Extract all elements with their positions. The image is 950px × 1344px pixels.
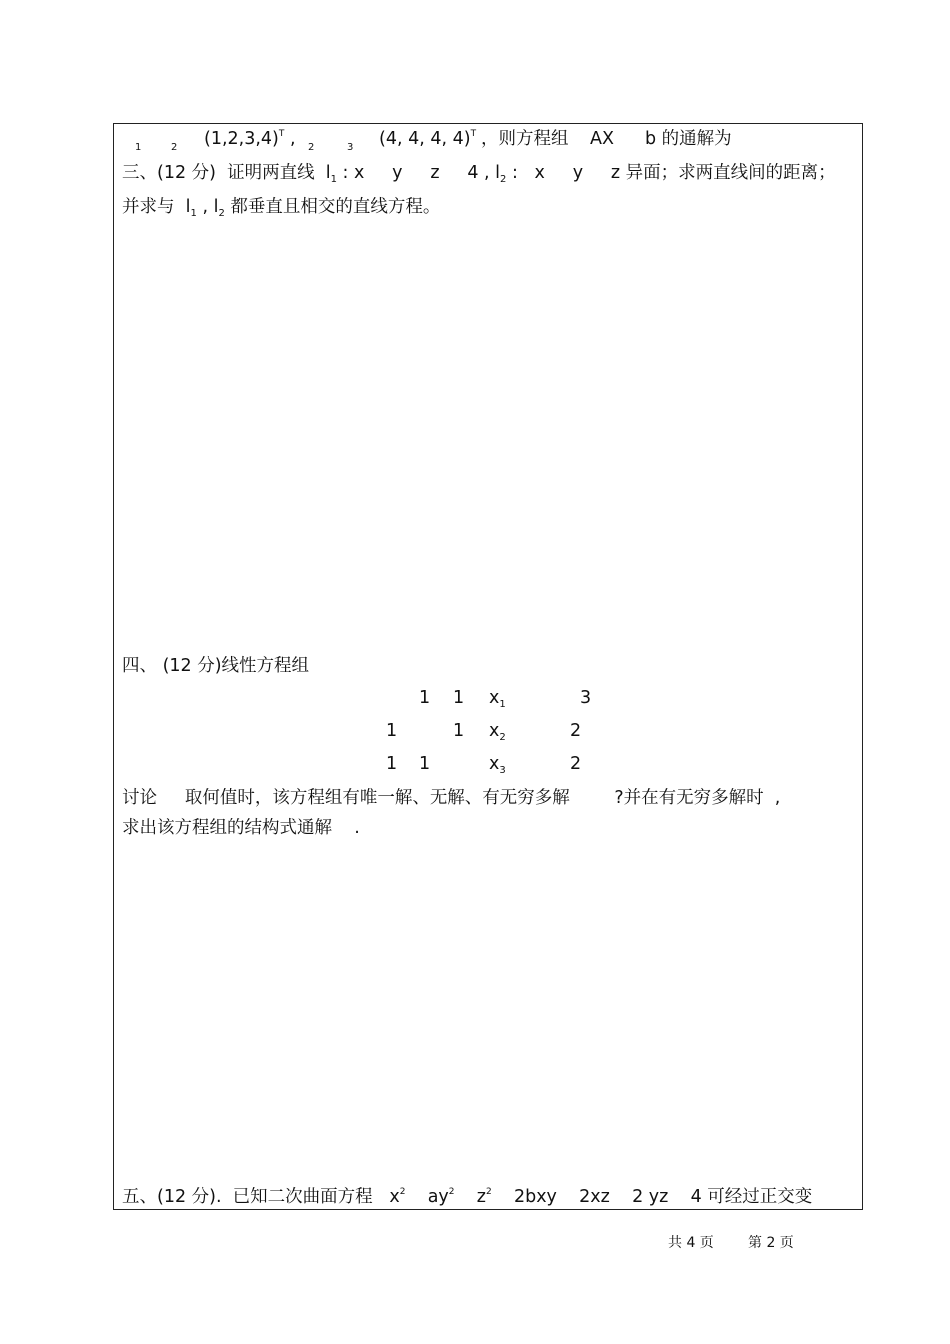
- matrix-r3c0: 1: [386, 754, 398, 774]
- matrix-ax: AX: [590, 129, 614, 149]
- rhs-b: b 的通解为: [645, 129, 732, 149]
- matrix-r2c2: 1: [453, 721, 465, 741]
- matrix-r2c0: 1: [386, 721, 398, 741]
- rhs-r3: 2: [570, 754, 582, 774]
- vector-2: (4, 4, 4, 4)$^T$: [379, 129, 477, 149]
- matrix-r3c1: 1: [419, 754, 431, 774]
- subscript-3: 3: [347, 142, 354, 153]
- q5-line-1: 五、(12 分). 已知二次曲面方程 $x^2$ $ay^2$ $z^2$ 2bxy 2xz 2 yz 4 可经过正交变: [122, 1187, 813, 1207]
- q3-line-1: 三、(12 分) 证明两直线 $l_1$ : x y z 4 , $l_2$ : x y z 异面；求两直线间的距离；: [122, 163, 836, 185]
- matrix-r1c2: 1: [453, 688, 465, 708]
- q4-line-2: 求出该方程组的结构式通解 .: [122, 818, 360, 838]
- var-x3: $x_3$: [489, 754, 506, 776]
- vector-1: $(1,2,3,4)^T$: [204, 129, 285, 149]
- matrix-r1c1: 1: [419, 688, 431, 708]
- page-number: 第 2 页: [748, 1235, 794, 1251]
- q3-line-2: 并求与 $l_1$ , $l_2$ 都垂直且相交的直线方程。: [122, 197, 441, 219]
- comma: ,: [290, 129, 296, 149]
- rhs-r2: 2: [570, 721, 582, 741]
- subscript-2: 2: [171, 142, 178, 153]
- var-x1: $x_1$: [489, 688, 506, 710]
- q4-title: 四、 (12 分)线性方程组: [122, 656, 310, 676]
- subscript-1: 1: [135, 142, 142, 153]
- solution-prompt: ，则方程组: [481, 129, 569, 149]
- subscript-2b: 2: [308, 142, 315, 153]
- var-x2: $x_2$: [489, 721, 506, 743]
- page-count: 共 4 页: [668, 1235, 714, 1251]
- q4-line-1: 讨论 取何值时，该方程组有唯一解、无解、有无穷多解 ?并在有无穷多解时 ,: [122, 788, 781, 808]
- rhs-r1: 3: [580, 688, 592, 708]
